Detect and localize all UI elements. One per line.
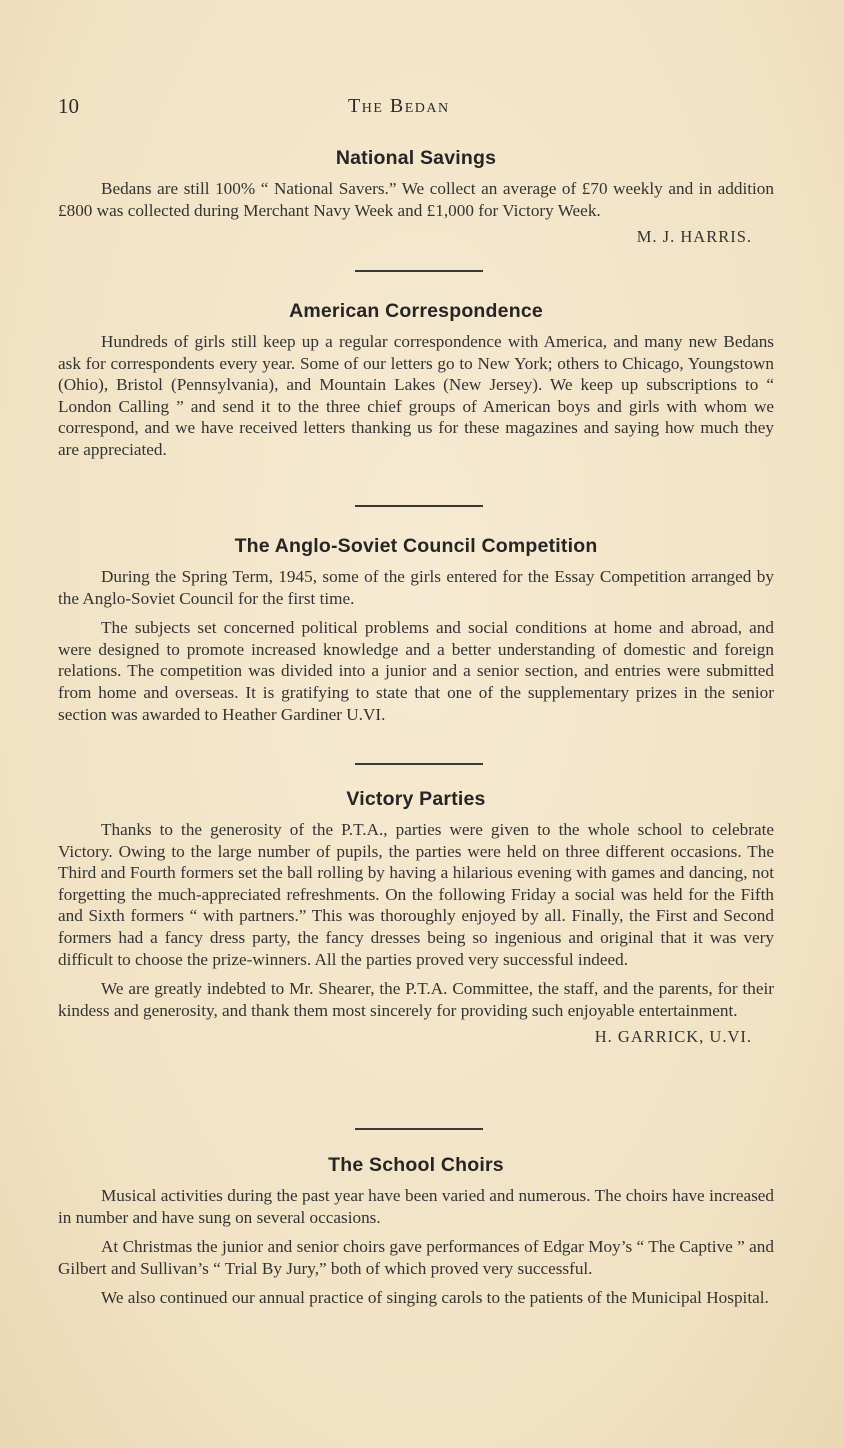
section-heading: The School Choirs (328, 1154, 504, 1176)
section-anglo-soviet-competition (58, 535, 774, 733)
paragraph: Bedans are still 100% “ National Savers.” We collect an average of £70 weekly and in addition £800 was collected during Merchant Navy Week and £1,000 for Victory Week. (58, 179, 774, 220)
running-head (58, 94, 778, 124)
paragraph: Musical activities during the past year have been varied and numerous. The choirs have increased in number and have sung on several occasions. (58, 1186, 774, 1227)
section-victory-parties (58, 788, 774, 1047)
paragraph: During the Spring Term, 1945, some of the girls entered for the Essay Competition arranged by the Anglo-Soviet Council for the first time. (58, 567, 774, 608)
running-title: The Bedan (348, 95, 450, 117)
paragraph: At Christmas the junior and senior choirs gave performances of Edgar Moy’s “ The Captive ” and Gilbert and Sullivan’s “ Trial By Jury,” both of which proved very successful. (58, 1237, 774, 1278)
section-school-choirs (58, 1154, 774, 1317)
section-divider (355, 763, 483, 765)
section-heading: National Savings (335, 147, 497, 169)
section-divider (355, 1128, 483, 1130)
signature: H. GARRICK, U.VI. (594, 1027, 752, 1047)
section-heading: Victory Parties (346, 788, 486, 810)
page-number: 10 (58, 94, 79, 118)
section-heading: American Correspondence (289, 300, 543, 322)
section-divider (355, 270, 483, 272)
paragraph: We are greatly indebted to Mr. Shearer, the P.T.A. Committee, the staff, and the parents, for their kindess and generosity, and thank them most sincerely for providing such enjoyable entertainment. (58, 979, 774, 1020)
section-divider (355, 505, 483, 507)
paragraph: We also continued our annual practice of singing carols to the patients of the Municipal Hospital. (101, 1288, 769, 1308)
signature: M. J. HARRIS. (636, 227, 752, 247)
paragraph: Hundreds of girls still keep up a regular correspondence with America, and many new Bedans ask for correspondents every year. Some of our letters go to New York; others to Chicago, Youngstown (Ohio), Bristol (Pennsylvania), and Mountain Lakes (New Jersey). We keep up subscriptions to “ London Calling ” and send it to the three chief groups of American boys and girls with whom we correspond, and we have received letters thanking us for these magazines and saying how much they are appreciated. (58, 332, 774, 459)
paragraph: The subjects set concerned political problems and social conditions at home and abroad, and were designed to promote increased knowledge and a better understanding of domestic and foreign relations. The competition was divided into a junior and a senior section, and entries were submitted from home and overseas. It is gratifying to state that one of the supplementary prizes in the senior section was awarded to Heather Gardiner U.VI. (58, 618, 774, 724)
paragraph: Thanks to the generosity of the P.T.A., parties were given to the whole school to celebrate Victory. Owing to the large number of pupils, the parties were held on three different occasions. The Third and Fourth formers set the ball rolling by having a hilarious evening with games and dancing, not forgetting the much-appreciated refreshments. On the following Friday a social was held for the Fifth and Sixth formers “ with partners.” This was thoroughly enjoyed by all. Finally, the First and Second formers had a fancy dress party, the fancy dresses being so ingenious and original that it was very difficult to choose the prize-winners. All the parties proved very successful indeed. (58, 820, 774, 969)
section-heading: The Anglo-Soviet Council Competition (234, 535, 598, 557)
section-national-savings (58, 147, 774, 247)
section-american-correspondence (58, 300, 774, 469)
